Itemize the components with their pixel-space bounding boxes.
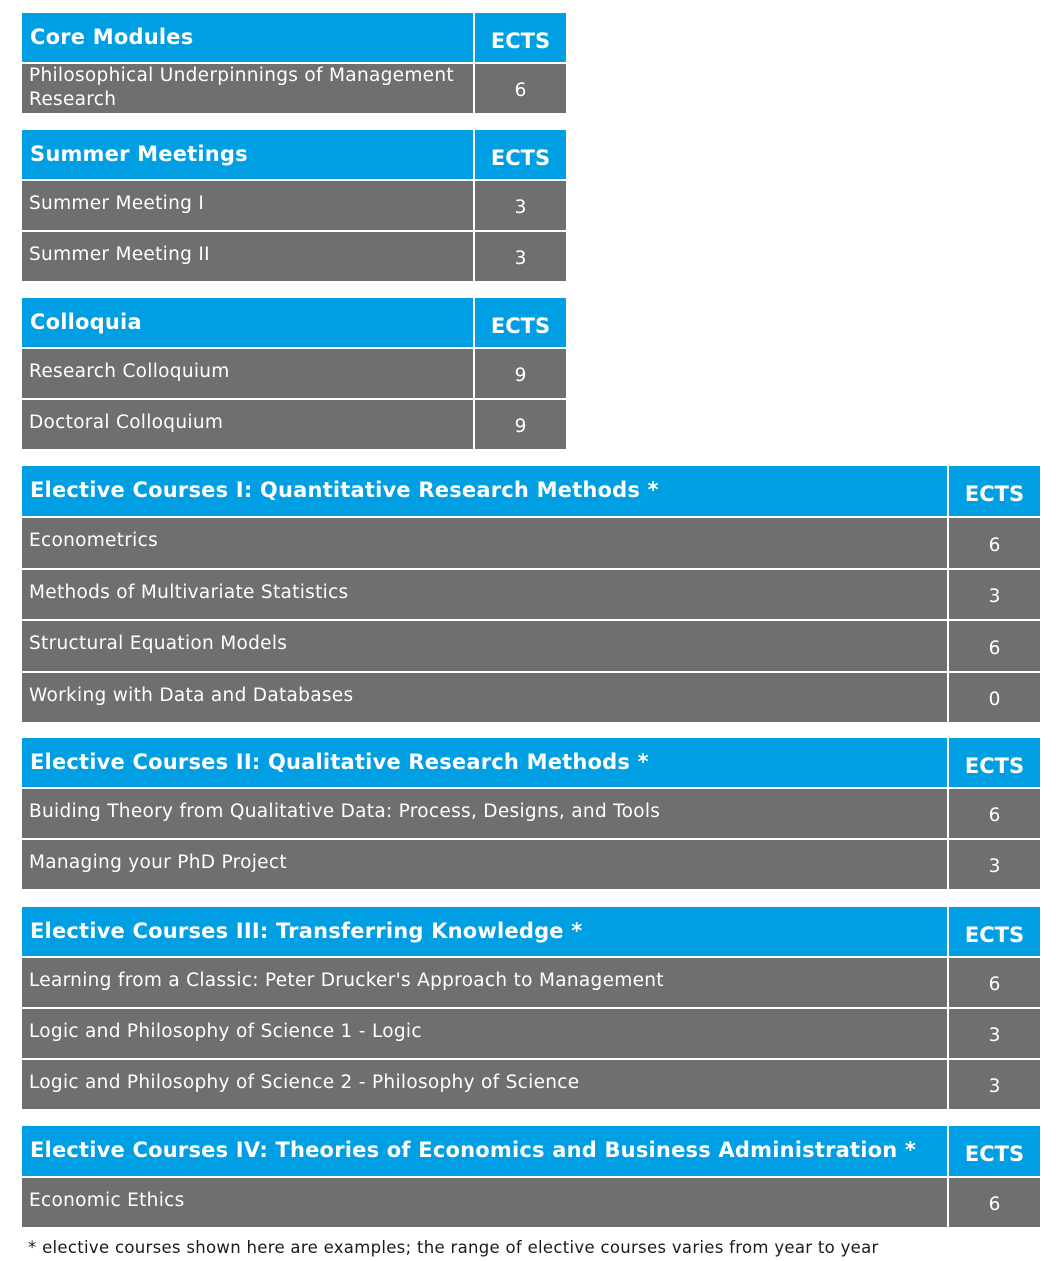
table-elective-qualitative bbox=[20, 736, 1042, 891]
course-name: Summer Meeting II bbox=[21, 231, 474, 282]
course-name: Logic and Philosophy of Science 2 - Philosophy of Science bbox=[21, 1059, 948, 1110]
table-header bbox=[21, 297, 567, 348]
table-row bbox=[21, 180, 567, 231]
table-elective-transferring-knowledge bbox=[20, 905, 1042, 1111]
table-header bbox=[21, 906, 1041, 957]
course-name: Structural Equation Models bbox=[21, 620, 948, 672]
course-name: Philosophical Underpinnings of Management Research bbox=[21, 63, 474, 114]
course-name: Doctoral Colloquium bbox=[21, 399, 474, 450]
table-elective-theories bbox=[20, 1124, 1042, 1229]
ects-header: ECTS bbox=[948, 465, 1041, 517]
course-name: Working with Data and Databases bbox=[21, 672, 948, 723]
course-ects: 6 bbox=[948, 957, 1041, 1008]
course-ects: 3 bbox=[474, 231, 567, 282]
course-name: Methods of Multivariate Statistics bbox=[21, 569, 948, 620]
course-ects: 6 bbox=[948, 788, 1041, 839]
ects-header: ECTS bbox=[948, 1125, 1041, 1177]
table-row bbox=[21, 517, 1041, 569]
course-name: Logic and Philosophy of Science 1 - Logic bbox=[21, 1008, 948, 1059]
table-colloquia bbox=[20, 296, 568, 451]
course-ects: 3 bbox=[474, 180, 567, 231]
ects-header: ECTS bbox=[474, 129, 567, 180]
table-row bbox=[21, 1008, 1041, 1059]
course-ects: 6 bbox=[948, 517, 1041, 569]
course-ects: 3 bbox=[948, 1008, 1041, 1059]
course-ects: 3 bbox=[948, 569, 1041, 620]
course-ects: 9 bbox=[474, 348, 567, 399]
table-header bbox=[21, 129, 567, 180]
course-name: Economic Ethics bbox=[21, 1177, 948, 1228]
section-title: Colloquia bbox=[21, 297, 474, 348]
section-title: Core Modules bbox=[21, 12, 474, 63]
ects-header: ECTS bbox=[474, 12, 567, 63]
table-row bbox=[21, 399, 567, 450]
course-ects: 9 bbox=[474, 399, 567, 450]
table-row bbox=[21, 957, 1041, 1008]
ects-header: ECTS bbox=[474, 297, 567, 348]
section-title: Elective Courses III: Transferring Knowledge * bbox=[21, 906, 948, 957]
table-row bbox=[21, 63, 567, 114]
course-name: Research Colloquium bbox=[21, 348, 474, 399]
table-row bbox=[21, 620, 1041, 672]
table-header bbox=[21, 1125, 1041, 1177]
course-ects: 3 bbox=[948, 1059, 1041, 1110]
course-ects: 6 bbox=[474, 63, 567, 114]
table-row bbox=[21, 1177, 1041, 1228]
table-elective-quantitative bbox=[20, 464, 1042, 724]
table-row bbox=[21, 672, 1041, 723]
table-summer-meetings bbox=[20, 128, 568, 283]
table-header bbox=[21, 737, 1041, 788]
table-row bbox=[21, 231, 567, 282]
course-name: Econometrics bbox=[21, 517, 948, 569]
course-ects: 6 bbox=[948, 1177, 1041, 1228]
table-row bbox=[21, 839, 1041, 890]
table-row bbox=[21, 788, 1041, 839]
section-title: Elective Courses IV: Theories of Economics and Business Administration * bbox=[21, 1125, 948, 1177]
course-ects: 0 bbox=[948, 672, 1041, 723]
ects-header: ECTS bbox=[948, 906, 1041, 957]
course-name: Buiding Theory from Qualitative Data: Process, Designs, and Tools bbox=[21, 788, 948, 839]
course-name: Summer Meeting I bbox=[21, 180, 474, 231]
ects-header: ECTS bbox=[948, 737, 1041, 788]
table-header bbox=[21, 465, 1041, 517]
course-name: Managing your PhD Project bbox=[21, 839, 948, 890]
table-row bbox=[21, 348, 567, 399]
footnote: * elective courses shown here are examples; the range of elective courses varies from year to year bbox=[28, 1238, 879, 1257]
table-header bbox=[21, 12, 567, 63]
table-row bbox=[21, 569, 1041, 620]
section-title: Elective Courses II: Qualitative Research Methods * bbox=[21, 737, 948, 788]
course-ects: 3 bbox=[948, 839, 1041, 890]
course-ects: 6 bbox=[948, 620, 1041, 672]
section-title: Elective Courses I: Quantitative Research Methods * bbox=[21, 465, 948, 517]
course-name: Learning from a Classic: Peter Drucker's Approach to Management bbox=[21, 957, 948, 1008]
table-core-modules bbox=[20, 11, 568, 115]
section-title: Summer Meetings bbox=[21, 129, 474, 180]
table-row bbox=[21, 1059, 1041, 1110]
